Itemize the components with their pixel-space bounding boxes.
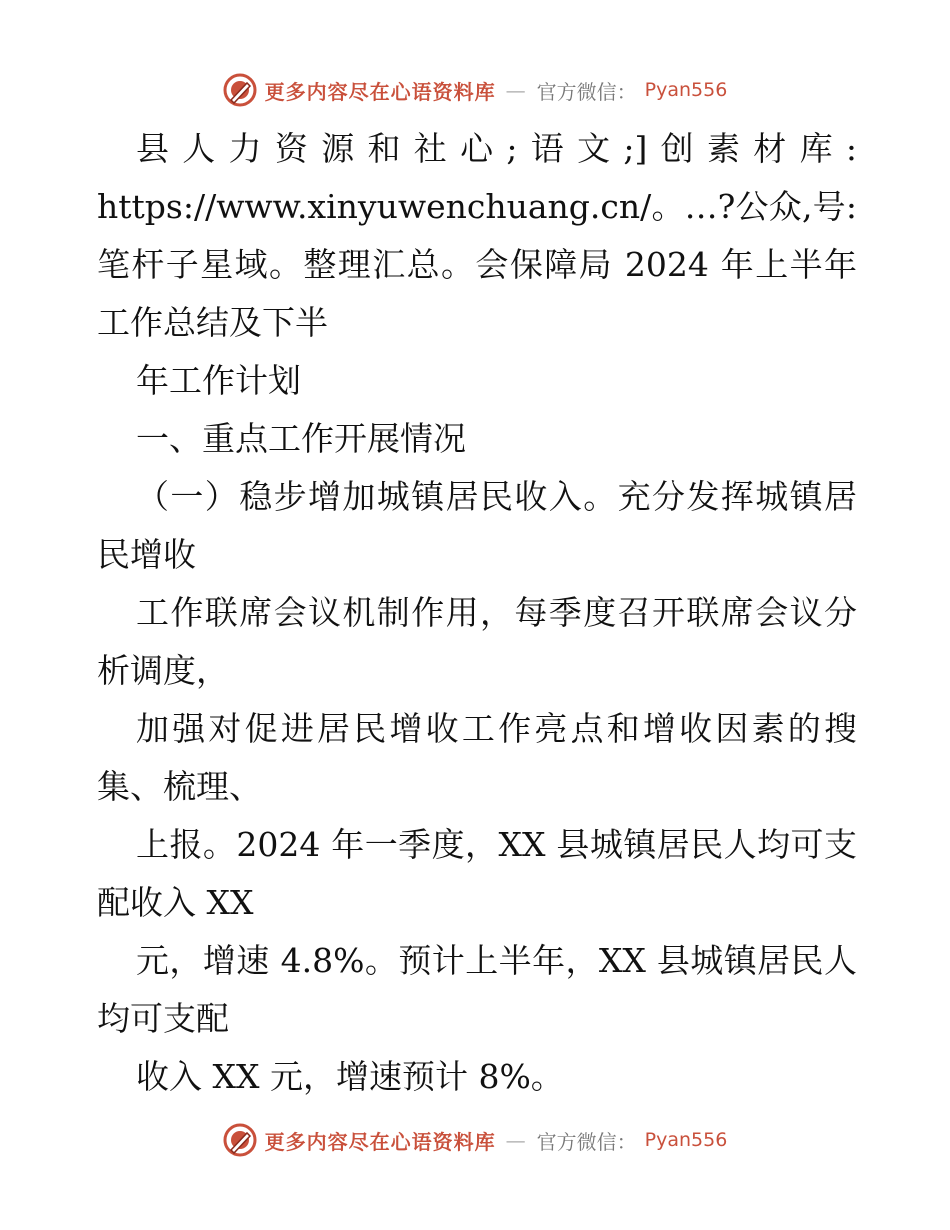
- document-body: [97, 120, 857, 1106]
- watermark-main-text: 更多内容尽在心语资料库: [264, 79, 496, 104]
- paragraph-title-line2: 年工作计划: [136, 361, 301, 400]
- section-heading: 一、重点工作开展情况: [136, 419, 466, 458]
- paragraph-body: 上报。2024 年一季度，XX 县城镇居民人均可支配收入 XX: [97, 825, 857, 922]
- paragraph-subheading: （一）稳步增加城镇居民收入。充分发挥城镇居民增收: [97, 477, 857, 574]
- watermark-main-text: 更多内容尽在心语资料库: [264, 1129, 496, 1154]
- watermark-header: [0, 70, 950, 110]
- paragraph-body: 收入 XX 元，增速预计 8%。: [136, 1057, 564, 1096]
- paragraph-body: 工作联席会议机制作用，每季度召开联席会议分析调度，: [97, 593, 857, 690]
- watermark-wechat-id: Pyan556: [644, 1129, 728, 1151]
- watermark-dash: —: [505, 78, 527, 102]
- pen-logo-icon: [223, 73, 257, 107]
- watermark-sub-text: 官方微信：: [536, 79, 637, 104]
- pen-logo-icon: [223, 1123, 257, 1157]
- watermark-wechat-id: Pyan556: [644, 79, 728, 101]
- paragraph-body: 元，增速 4.8%。预计上半年，XX 县城镇居民人均可支配: [97, 941, 857, 1038]
- watermark-footer: [0, 1120, 950, 1160]
- watermark-dash: —: [505, 1128, 527, 1152]
- paragraph-title-line1: 县人力资源和社心;语文;]创素材库: https://www.xinyuwenchuang.cn/。…?公众,号: 笔杆子星域。整理汇总。会保障局 2024 年上半年工作总结及下半: [97, 129, 857, 342]
- watermark-sub-text: 官方微信：: [536, 1129, 637, 1154]
- paragraph-body: 加强对促进居民增收工作亮点和增收因素的搜集、梳理、: [97, 709, 857, 806]
